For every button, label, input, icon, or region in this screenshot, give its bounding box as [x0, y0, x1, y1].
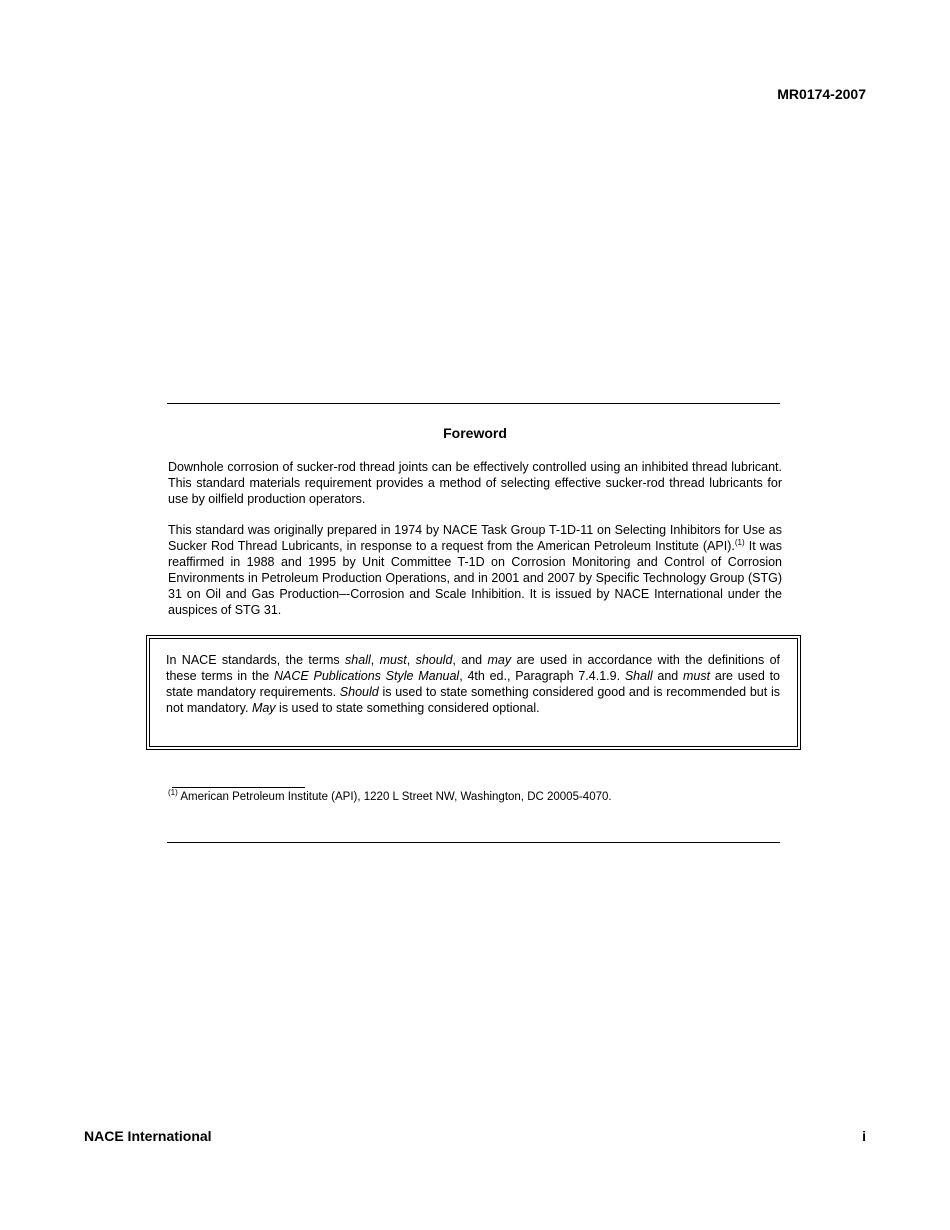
term-may: may: [487, 653, 512, 667]
usage-notice-text: [166, 653, 780, 717]
notice-text: In NACE standards, the terms: [166, 653, 346, 667]
term-shall: Shall: [624, 668, 653, 683]
notice-text: and: [652, 668, 684, 683]
notice-text: are used to state mandatory requirements.: [166, 668, 781, 699]
notice-text: is used to state something considered optional.: [275, 700, 540, 715]
bottom-divider: [167, 842, 780, 843]
foreword-paragraph-1: Downhole corrosion of sucker-rod thread joints can be effectively controlled using an inhibited thread lubricant. This standard materials requirement provides a method of selecting effective sucker-rod thread lubricants for use by oilfield production operators.: [168, 460, 782, 506]
notice-text: , and: [452, 653, 488, 667]
term-shall: shall: [345, 653, 371, 667]
notice-text: is used to state something considered good and is recommended but is not mandatory.: [166, 684, 780, 715]
footer-publisher: NACE International: [84, 1128, 212, 1144]
style-manual-title: NACE Publications Style Manual: [274, 668, 460, 683]
footnote-separator: [172, 787, 305, 788]
notice-text: , 4th ed., Paragraph 7.4.1.9.: [459, 668, 625, 683]
footnote-marker: (1): [168, 788, 178, 798]
foreword-paragraph-2: [168, 523, 782, 618]
usage-notice-box: [146, 635, 801, 750]
paragraph-text: It was reaffirmed in 1988 and 1995 by Unit Committee T-1D on Corrosion Monitoring and Control of Corrosion Environments in Petroleum Production Operations, and in 2001 and 2007 by Specific Technology Group (STG) 31 on Oil and Gas Production–-Corrosion and Scale Inhibition. It is issued by NACE International under the auspices of STG 31.: [168, 538, 783, 617]
footnote-reference: (1): [734, 537, 745, 547]
notice-text: ,: [370, 653, 380, 667]
notice-text: are used in accordance with the definitions of these terms in the: [166, 653, 781, 683]
document-code: MR0174-2007: [777, 86, 866, 102]
paragraph-text: This standard was originally prepared in 1974 by NACE Task Group T-1D-11 on Selecting Inhibitors for Use as Sucker Rod Thread Lubricants, in response to a request from the American Petroleum Institute (API).: [168, 523, 782, 553]
top-divider: [167, 403, 780, 404]
notice-text: ,: [406, 653, 416, 667]
foreword-title: Foreword: [443, 425, 507, 441]
term-must: must: [379, 653, 407, 667]
term-should: should: [415, 653, 453, 667]
page-number: i: [862, 1128, 866, 1144]
term-must: must: [683, 668, 711, 683]
footnote-text: American Petroleum Institute (API), 1220 L Street NW, Washington, DC 20005-4070.: [177, 791, 612, 803]
term-may: May: [251, 700, 276, 715]
footnote: [168, 788, 612, 803]
term-should: Should: [339, 684, 379, 699]
